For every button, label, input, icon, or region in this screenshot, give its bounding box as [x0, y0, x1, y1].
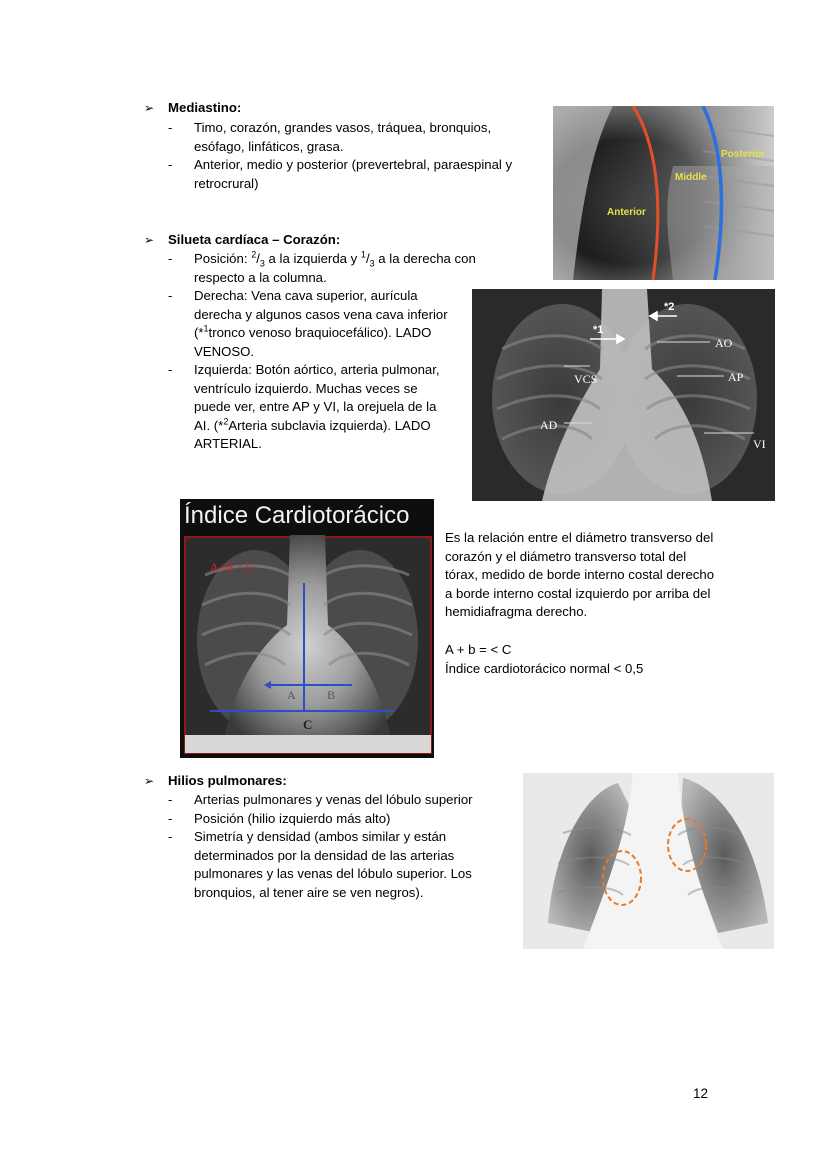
label-a: A [287, 688, 296, 702]
label-c: C [303, 717, 313, 732]
list-item: - Posición (hilio izquierdo más alto) [168, 810, 498, 829]
silueta-title: Silueta cardíaca – Corazón: [168, 232, 341, 247]
arrow-bullet-icon: ➢ [144, 233, 155, 247]
ao-label: AO [715, 336, 733, 350]
silueta-heading [144, 231, 340, 250]
pa-xray-image [472, 289, 775, 501]
ict-figure-title: Índice Cardiotorácico [184, 502, 410, 529]
list-item: - Arterias pulmonares y venas del lóbulo superior [168, 791, 498, 810]
left-side-text: Arteria subclavia izquierda). LADO ARTERIAL. [194, 417, 431, 451]
vi-label: VI [753, 437, 766, 451]
vcs-label: VCS [574, 372, 598, 386]
list-item: - Anterior, medio y posterior (prevertebral, paraespinal y retrocrural) [168, 156, 543, 193]
arrow-bullet-icon: ➢ [144, 101, 155, 115]
position-text: a la izquierda y [264, 251, 361, 266]
fraction-denominator: 3 [369, 258, 375, 269]
hilios-xray-figure [523, 773, 774, 949]
page-number: 12 [693, 1086, 709, 1101]
mediastino-title: Mediastino: [168, 100, 242, 115]
hilios-heading [144, 772, 287, 791]
middle-label: Middle [675, 172, 707, 183]
right-side-text: Derecha: Vena cava superior, aurícula derecha y algunos casos vena cava inferior (* [194, 288, 448, 340]
mediastino-heading [144, 99, 241, 118]
label-b: B [327, 688, 336, 702]
star1-label: *1 [593, 324, 604, 336]
right-side-text: tronco venoso braquiocefálico). LADO VENOSO. [194, 325, 432, 359]
ict-normal-value: Índice cardiotorácico normal < 0,5 [445, 661, 644, 676]
fraction-numerator: 1 [360, 249, 366, 260]
hilios-xray-image [523, 773, 774, 949]
ap-label: AP [728, 370, 744, 384]
silueta-list [168, 250, 498, 454]
list-item [168, 287, 462, 361]
lateral-xray-image [553, 106, 774, 280]
mediastino-list [168, 119, 543, 193]
anterior-label: Anterior [607, 207, 646, 218]
superscript: 1 [203, 323, 209, 334]
list-item: - Timo, corazón, grandes vasos, tráquea, bronquios, esófago, linfáticos, grasa. [168, 119, 514, 156]
posterior-label: Posterior [721, 149, 765, 160]
list-item: - Simetría y densidad (ambos similar y están determinados por la densidad de las arterias pulmonares y las venas del lóbulo superior. Los bronquios, al tener aire se ven negros). [168, 828, 494, 902]
list-item: - Posición: $^2/_3$ a la izquierda y $^1/_3$ a la derecha con respecto a la columna. [168, 250, 498, 287]
fraction-numerator: 2 [251, 249, 257, 260]
star2-label: *2 [664, 301, 675, 313]
arrow-bullet-icon: ➢ [144, 774, 155, 788]
pa-xray-figure [472, 289, 775, 501]
position-text: a la derecha con respecto a la columna. [194, 251, 476, 285]
list-item [168, 361, 448, 454]
ad-label: AD [540, 418, 558, 432]
ict-formula-label: A+B < C [210, 560, 255, 574]
superscript: 2 [223, 416, 229, 427]
left-side-text: Izquierda: Botón aórtico, arteria pulmonar, ventrículo izquierdo. Muchas veces se puede ver, entre AP y VI, la orejuela de la AI. (* [194, 362, 440, 433]
ict-xray-figure [180, 499, 434, 758]
ict-formula: A + b = < C [445, 642, 512, 657]
lateral-xray-figure [553, 106, 774, 280]
position-text: Posición: [194, 251, 252, 266]
fraction-denominator: 3 [259, 258, 265, 269]
ict-description: Es la relación entre el diámetro transverso del corazón y el diámetro transverso total del tórax, medido de borde interno costal derecho a borde interno costal izquierdo por arriba del hemidiafragma derecho. [445, 530, 715, 619]
hilios-title: Hilios pulmonares: [168, 773, 287, 788]
hilios-list [168, 791, 498, 902]
